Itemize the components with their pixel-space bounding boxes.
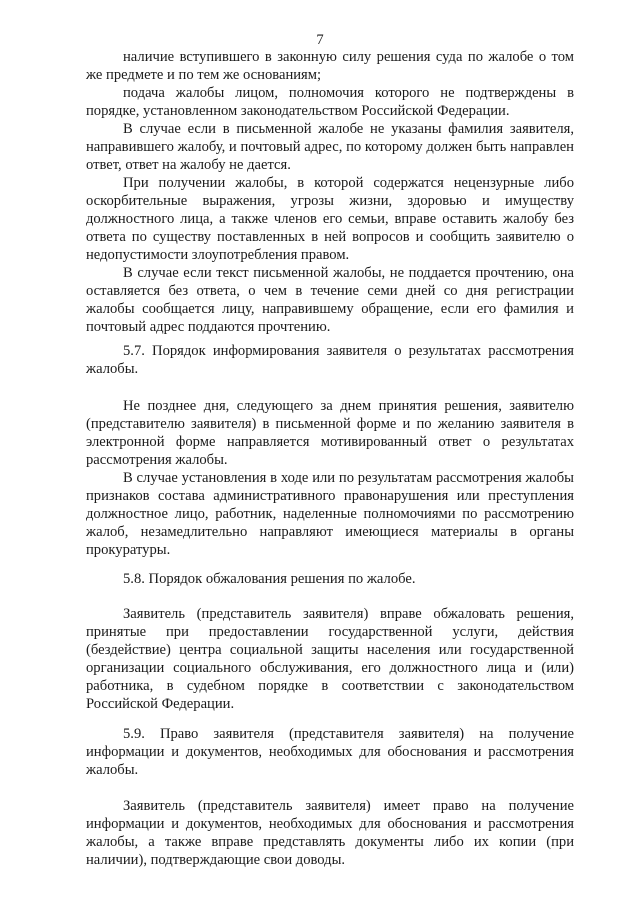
paragraph-prosecution-referral: В случае установления в ходе или по результатам рассмотрения жалобы признаков состава административного правонарушения или преступления должностное лицо, работник, наделенные полномочиями по рассмотрению жалоб, незамедлительно направляют имеющиеся материалы в органы прокуратуры. <box>86 470 574 559</box>
paragraph-offensive-language: При получении жалобы, в которой содержатся нецензурные либо оскорбительные выражения, угрозы жизни, здоровью и имуществу должностного лица, а также членов его семьи, вправе оставить жалобу без ответа по существу поставленных в ней вопросов и сообщить заявителю о недопустимости злоупотребления правом. <box>86 175 574 264</box>
paragraph-no-name-address: В случае если в письменной жалобе не указаны фамилия заявителя, направившего жалобу, и почтовый адрес, по которому должен быть направлен ответ, ответ на жалобу не дается. <box>86 121 574 174</box>
paragraph-court-appeal: Заявитель (представитель заявителя) вправе обжаловать решения, принятые при предоставлении государственной услуги, действия (бездействие) центра социальной защиты населения или государственной организации социального обслуживания, его должностного лица и (или) работника, в судебном порядке в соответствии с законодательством Российской Федерации. <box>86 606 574 713</box>
section-heading-5-8: 5.8. Порядок обжалования решения по жалобе. <box>123 571 416 587</box>
paragraph-unreadable-text: В случае если текст письменной жалобы, не поддается прочтению, она оставляется без ответа, о чем в течение семи дней со дня регистрации жалобы сообщается лицу, направившему обращение, если его фамилия и почтовый адрес поддаются прочтению. <box>86 265 574 336</box>
section-heading-5-7: 5.7. Порядок информирования заявителя о результатах рассмотрения жалобы. <box>86 343 574 378</box>
paragraph-court-decision: наличие вступившего в законную силу решения суда по жалобе о том же предмете и по тем же основаниям; <box>86 49 574 84</box>
page-number: 7 <box>316 32 324 48</box>
section-heading-5-9: 5.9. Право заявителя (представителя заявителя) на получение информации и документов, необходимых для обоснования и рассмотрения жалобы. <box>86 726 574 779</box>
paragraph-unconfirmed-authority: подача жалобы лицом, полномочия которого не подтверждены в порядке, установленном законодательством Российской Федерации. <box>86 85 574 120</box>
paragraph-response-deadline: Не позднее дня, следующего за днем принятия решения, заявителю (представителю заявителя) в письменной форме и по желанию заявителя в электронной форме направляется мотивированный ответ о результатах рассмотрения жалобы. <box>86 398 574 469</box>
paragraph-right-to-information: Заявитель (представитель заявителя) имеет право на получение информации и документов, необходимых для обоснования и рассмотрения жалобы, а также вправе представлять документы либо их копии (при наличии), подтверждающие свои доводы. <box>86 798 574 869</box>
